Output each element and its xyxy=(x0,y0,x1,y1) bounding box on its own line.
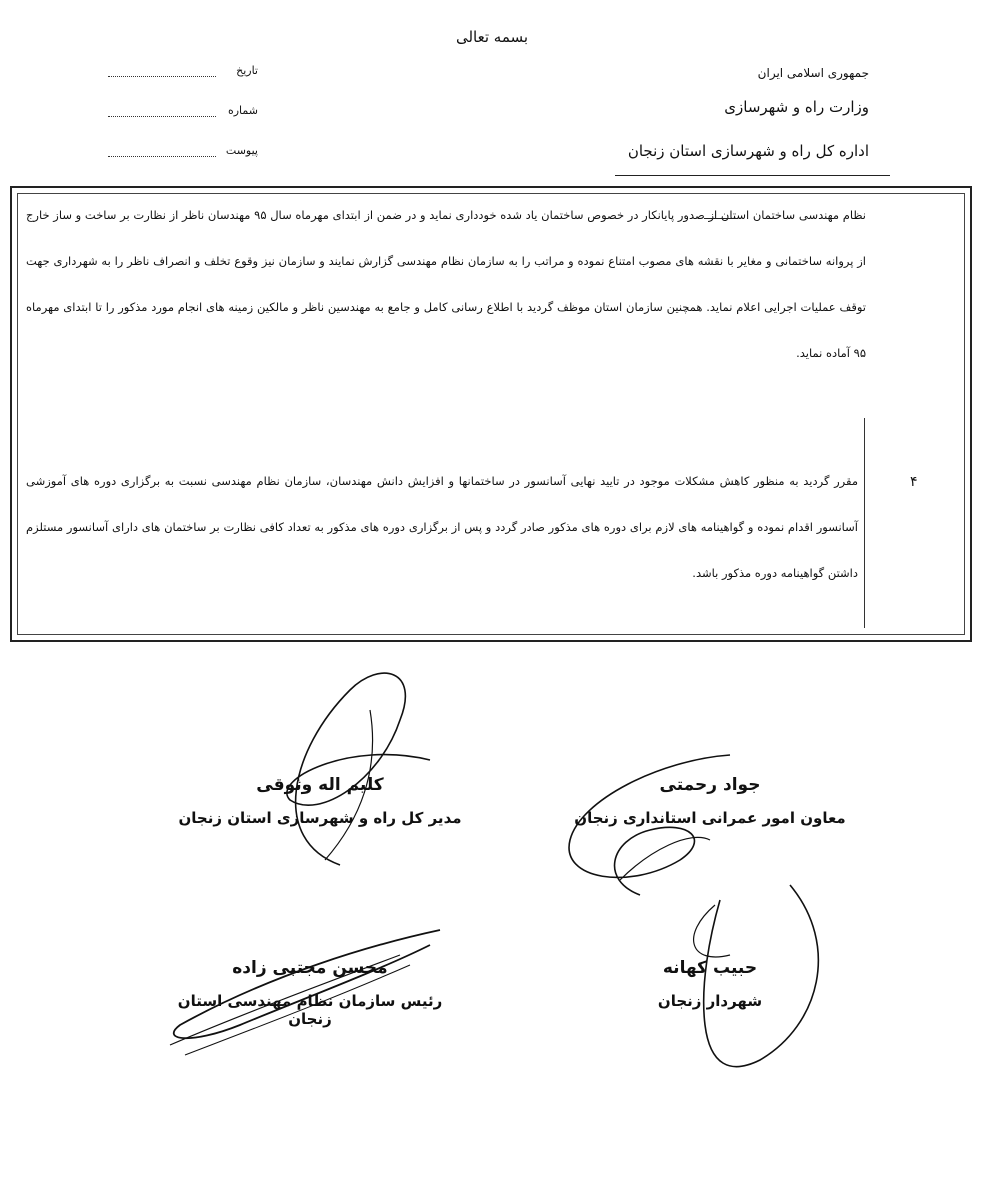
body-paragraph-2: مقرر گردید به منظور کاهش مشکلات موجود در تایید نهایی آسانسور در ساختمانها و افزایش دانش مهندسان، سازمان نظام مهندسی نسبت به برگزاری دوره های آموزشی آسانسور اقدام نموده و گواهینامه های لازم برای دوره های مذکور صادر گردد و پس از برگزاری دوره های مذکور به تعداد کافی نظارت بر ساختمان های دارای آسانسور مستلزم داشتن گواهینامه دوره مذکور باشد. xyxy=(26,474,858,580)
number-field xyxy=(108,104,258,124)
signatory-name: محسن مجتبی زاده xyxy=(232,958,388,978)
number-dotted-line xyxy=(108,116,216,117)
underline-mark xyxy=(704,218,738,219)
signature-scribble-4 xyxy=(620,875,840,1085)
signatory-name: کلیم اله وثوقی xyxy=(256,775,384,795)
item-number: ۴ xyxy=(910,474,918,490)
office-name: اداره کل راه و شهرسازی استان زنجان xyxy=(627,142,869,160)
ministry-name: وزارت راه و شهرسازی xyxy=(724,98,869,116)
body-paragraph-1: نظام مهندسی ساختمان استان از صدور پایانکار در خصوص ساختمان یاد شده خودداری نماید و در ضمن از ابتدای مهرماه سال ۹۵ مهندسان ناظر از نظارت بر ساخت و ساز خارج از پروانه ساختمانی و مغایر با نقشه های مصوب امتناع نموده و مراتب را به سازمان نظام مهندسی گزارش نمایند و سازمان نیز وقوع تخلف و انصراف ناظر را به شهرداری جهت توقف عملیات اجرایی اعلام نماید. همچنین سازمان استان موظف گردید با اطلاع رسانی کامل و جامع به مهندسین ناظر و مالکین زمینه های انجام مورد مذکور را تا ابتدای مهرماه ۹۵ آماده نماید. xyxy=(26,208,866,360)
signatory-title: شهردار زنجان xyxy=(657,992,763,1010)
item-column-divider xyxy=(864,418,865,628)
signatory-title: مدیر کل راه و شهرسازی استان زنجان xyxy=(178,809,462,827)
date-dotted-line xyxy=(108,76,216,77)
basmala: بسمه تعالی xyxy=(455,28,529,46)
signatory-name: حبیب کهانه xyxy=(662,958,758,978)
minutes-frame xyxy=(10,186,972,642)
signatory-title: معاون امور عمرانی استانداری زنجان xyxy=(574,809,846,827)
attachment-dotted-line xyxy=(108,156,216,157)
signature-scribble-1 xyxy=(230,650,450,880)
date-field xyxy=(108,64,258,84)
letterhead-rule xyxy=(615,175,890,176)
attachment-label: پیوست xyxy=(225,144,258,157)
country-name: جمهوری اسلامی ایران xyxy=(757,66,869,80)
signature-scribble-3 xyxy=(150,915,450,1065)
signatory-name: جواد رحمتی xyxy=(659,775,761,795)
number-label: شماره xyxy=(227,104,258,117)
date-label: تاریخ xyxy=(236,64,258,77)
signatory-title: رئیس سازمان نظام مهندسی استان زنجان xyxy=(177,992,443,1028)
attachment-field xyxy=(108,144,258,164)
